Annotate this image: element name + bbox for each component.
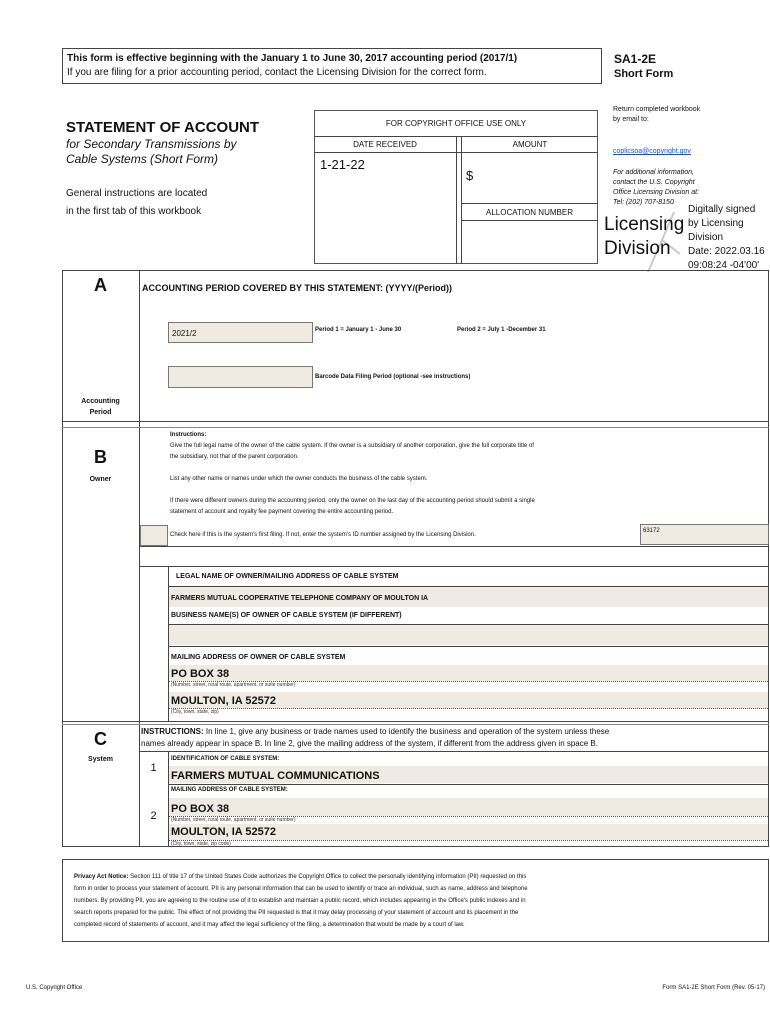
barcode-period-input[interactable]	[168, 366, 313, 388]
system-address-line1-input[interactable]	[169, 798, 768, 816]
owner-address-line1-input[interactable]	[169, 665, 768, 681]
signature-detail-1: Digitally signed	[688, 204, 756, 215]
signature-name-1: Licensing	[604, 214, 685, 235]
footer-left: U.S. Copyright Office	[26, 985, 83, 991]
system-address-line2: MOULTON, IA 52572	[171, 826, 276, 838]
section-b-instruction-3a: If there were different owners during the accounting period, only the owner on the last day of the accounting period should submit a single	[170, 498, 535, 504]
effective-notice-line2: If you are filing for a prior accounting period, contact the Licensing Division for the correct form.	[67, 67, 487, 78]
signature-detail-3: Division	[688, 232, 724, 243]
line-2-number: 2	[150, 810, 157, 822]
legal-name-label: LEGAL NAME OF OWNER/MAILING ADDRESS OF CABLE SYSTEM	[176, 573, 399, 580]
additional-info-2: contact the U.S. Copyright	[613, 179, 695, 186]
owner-address-line1: PO BOX 38	[171, 668, 230, 680]
barcode-period-label: Barcode Data Filing Period (optional -see instructions)	[315, 374, 471, 380]
return-email-link[interactable]: coplicsoa@copyright.gov	[613, 148, 691, 155]
amount-dollar-sign: $	[466, 168, 474, 183]
section-c-instructions-text: In line 1, give any business or trade names used to identify the business and operation of the system unless these	[203, 727, 610, 736]
privacy-line-5: completed record of statements of account, and it may affect the legal sufficiency of the filing, a determination that would be made by a court of law.	[74, 922, 465, 928]
signature-detail-4: Date: 2022.03.16	[688, 246, 765, 257]
first-filing-text: Check here if this is the system's first filing. If not, enter the system's ID number assigned by the Licensing Division.	[170, 532, 476, 538]
cable-system-id-value: FARMERS MUTUAL COMMUNICATIONS	[171, 770, 380, 782]
cable-system-mail-label: MAILING ADDRESS OF CABLE SYSTEM:	[171, 787, 288, 793]
page-subtitle-2: Cable Systems (Short Form)	[66, 152, 219, 166]
section-c-instruction-1	[141, 727, 609, 736]
system-id-input[interactable]: 63172	[640, 524, 769, 545]
page-subtitle-1: for Secondary Transmissions by	[66, 137, 237, 151]
system-address-line1-caption: (Number, street, rural route, apartment, or suite number)	[171, 817, 296, 823]
section-c-letter: C	[94, 729, 107, 749]
system-address-line2-caption: (City, town, state, zip code)	[171, 841, 231, 847]
privacy-line-2: form in order to process your statement of account. PII is any personal information that can be used to identify or trace an individual, such as name, address and telephone	[74, 886, 528, 892]
section-a-label-1: Accounting	[81, 398, 120, 405]
section-b-instructions-title: Instructions:	[170, 432, 207, 438]
signature-name-2: Division	[604, 238, 671, 259]
privacy-line-1	[74, 874, 526, 880]
section-b-label: Owner	[89, 476, 112, 483]
privacy-line-1-text: Section 111 of title 17 of the United States Code authorizes the Copyright Office to collect the personally identifying information (PII) requested on this	[128, 874, 527, 880]
accounting-period-input[interactable]: 2021/2	[168, 322, 313, 343]
period-1-note: Period 1 = January 1 - June 30	[315, 327, 402, 333]
additional-info-1: For additional information,	[613, 169, 694, 176]
general-instructions-2: in the first tab of this workbook	[66, 206, 202, 217]
owner-address-line2: MOULTON, IA 52572	[171, 695, 276, 707]
privacy-notice-title: Privacy Act Notice:	[74, 874, 129, 880]
office-use-heading: FOR COPYRIGHT OFFICE USE ONLY	[385, 119, 527, 128]
section-a-letter: A	[94, 275, 107, 295]
privacy-line-3: numbers. By providing PII, you are agreeing to the routine use of it to establish and maintain a public record, which includes appearing in the Office's public indexes and in	[74, 898, 526, 904]
period-2-note: Period 2 = July 1 -December 31	[457, 327, 546, 333]
additional-info-tel: Tel: (202) 707-8150	[613, 199, 674, 206]
section-c-instructions-bold: INSTRUCTIONS:	[141, 727, 204, 736]
return-line-2: by email to:	[613, 116, 649, 123]
line-1-number: 1	[150, 762, 157, 774]
legal-name-input[interactable]: FARMERS MUTUAL COOPERATIVE TELEPHONE COMPANY OF MOULTON IA	[169, 587, 768, 607]
page-title: STATEMENT OF ACCOUNT	[66, 119, 260, 136]
amount-label: AMOUNT	[512, 140, 548, 149]
owner-address-line2-caption: (City, town, state, zip)	[171, 709, 219, 715]
section-b-instruction-2: List any other name or names under which the owner conducts the business of the cable system.	[170, 476, 428, 482]
general-instructions-1: General instructions are located	[66, 188, 208, 199]
first-filing-checkbox[interactable]	[140, 525, 168, 546]
section-a-label-2: Period	[89, 409, 112, 416]
additional-info-3: Office Licensing Division at:	[613, 189, 699, 196]
owner-address-line1-caption: (Number, street, rural route, apartment, or suite number)	[171, 682, 296, 688]
section-c-instruction-2: names already appear in space B. In line 2, give the mailing address of the system, if different from the address given in space B.	[141, 739, 598, 748]
form-code: SA1-2E	[614, 52, 657, 66]
section-a-heading: ACCOUNTING PERIOD COVERED BY THIS STATEMENT: (YYYY/(Period))	[142, 283, 453, 293]
privacy-line-4: search reports prepared for the public. The effect of not providing the PII requested is that it may delay processing of your statement of account and its placement in the	[74, 910, 519, 916]
date-received-value: 1-21-22	[320, 157, 365, 172]
section-c-label: System	[88, 756, 113, 763]
signature-detail-5: 09:08:24 -04'00'	[688, 260, 760, 271]
signature-detail-2: by Licensing	[688, 218, 744, 229]
allocation-number-label: ALLOCATION NUMBER	[486, 208, 573, 217]
business-name-input[interactable]	[169, 625, 768, 645]
business-name-label: BUSINESS NAME(S) OF OWNER OF CABLE SYSTEM (IF DIFFERENT)	[171, 612, 402, 619]
effective-notice-line1: This form is effective beginning with the January 1 to June 30, 2017 accounting period (2017/1)	[67, 53, 518, 64]
section-b-instruction-1b: the subsidiary, not that of the parent corporation.	[170, 454, 299, 460]
cable-system-id-label: IDENTIFICATION OF CABLE SYSTEM:	[171, 756, 280, 762]
footer-right: Form SA1-2E Short Form (Rev. 05-17)	[662, 985, 765, 991]
system-address-line1: PO BOX 38	[171, 803, 230, 815]
return-line-1: Return completed workbook	[613, 106, 701, 113]
form-kind: Short Form	[614, 68, 674, 80]
section-b-letter: B	[94, 447, 107, 467]
date-received-label: DATE RECEIVED	[353, 140, 417, 149]
section-b-instruction-3b: statement of account and royalty fee payment covering the entire accounting period.	[170, 509, 394, 515]
section-b-instruction-1a: Give the full legal name of the owner of the cable system. If the owner is a subsidiary of another corporation, give the full corporate title of	[170, 443, 534, 449]
mailing-address-label: MAILING ADDRESS OF OWNER OF CABLE SYSTEM	[171, 654, 346, 661]
